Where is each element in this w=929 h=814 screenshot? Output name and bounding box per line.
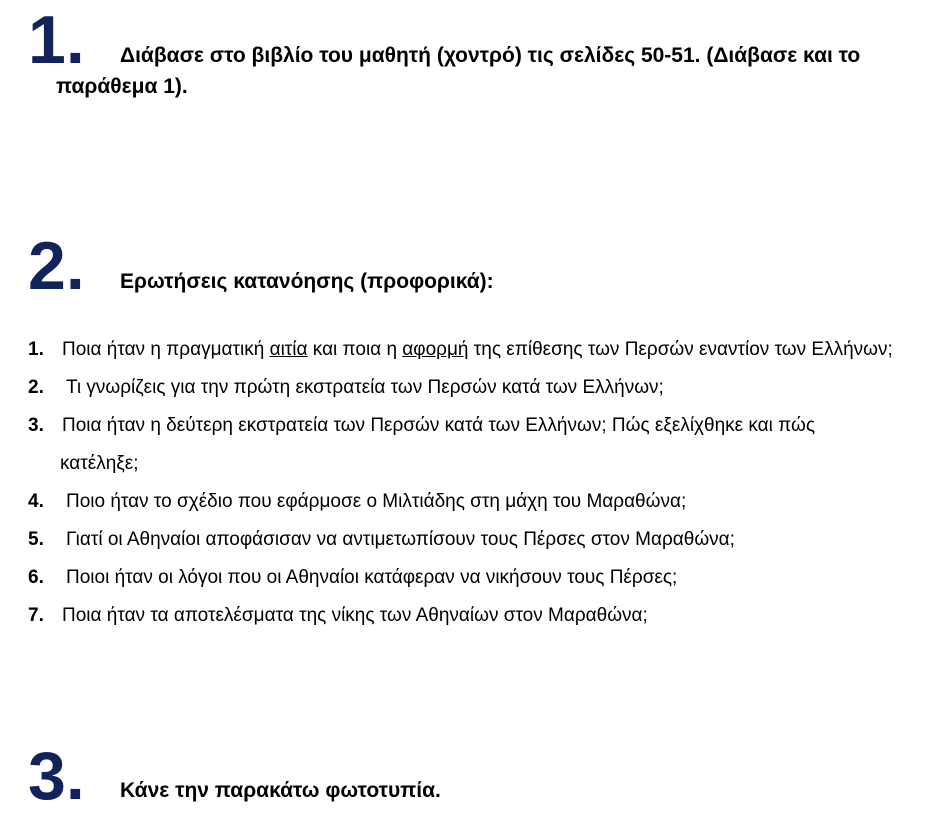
question-text-line1: Ποια ήταν η δεύτερη εκστρατεία των Περσών κατά των Ελλήνων; Πώς εξελίχθηκε και πώς [62, 415, 815, 436]
underlined-word-aitia: αιτία [269, 339, 308, 360]
section-2-title: Ερωτήσεις κατανόησης (προφορικά): [120, 270, 494, 293]
question-7 [28, 597, 923, 635]
section-1-text-line2: παράθεμα 1). [56, 75, 188, 98]
question-text: Ποιοι ήταν οι λόγοι που οι Αθηναίοι κατάφεραν να νικήσουν τους Πέρσες; [66, 567, 678, 588]
section-3-title: Κάνε την παρακάτω φωτοτυπία. [120, 779, 441, 802]
question-number: 2. [28, 377, 44, 398]
question-number: 3. [28, 415, 44, 436]
question-number: 7. [28, 605, 44, 626]
question-list [28, 331, 923, 635]
question-text-line2: κατέληξε; [60, 453, 139, 474]
question-number: 4. [28, 491, 44, 512]
question-text: Ποια ήταν τα αποτελέσματα της νίκης των Αθηναίων στον Μαραθώνα; [62, 605, 648, 626]
question-number: 1. [28, 339, 44, 360]
question-number: 5. [28, 529, 44, 550]
section-2-number: 2. [28, 228, 85, 304]
question-number: 6. [28, 567, 44, 588]
question-4 [28, 483, 923, 521]
question-text: Ποια ήταν η πραγματική αιτία και ποια η αφορμή της επίθεσης των Περσών εναντίον των Ελλήνων; [62, 339, 893, 360]
section-3-number: 3. [28, 738, 85, 814]
section-1-number: 1. [28, 2, 85, 78]
question-5 [28, 521, 923, 559]
question-text: Τι γνωρίζεις για την πρώτη εκστρατεία των Περσών κατά των Ελλήνων; [66, 377, 664, 398]
question-6 [28, 559, 923, 597]
question-2 [28, 369, 923, 407]
question-3-continuation [28, 445, 923, 483]
question-1 [28, 331, 923, 369]
question-text: Γιατί οι Αθηναίοι αποφάσισαν να αντιμετωπίσουν τους Πέρσες στον Μαραθώνα; [66, 529, 735, 550]
question-text: Ποιο ήταν το σχέδιο που εφάρμοσε ο Μιλτιάδης στη μάχη του Μαραθώνα; [66, 491, 687, 512]
underlined-word-aformi: αφορμή [402, 339, 469, 360]
question-3 [28, 407, 923, 445]
section-1-text-line1: Διάβασε στο βιβλίο του μαθητή (χοντρό) τις σελίδες 50-51. (Διάβασε και το [120, 44, 861, 67]
